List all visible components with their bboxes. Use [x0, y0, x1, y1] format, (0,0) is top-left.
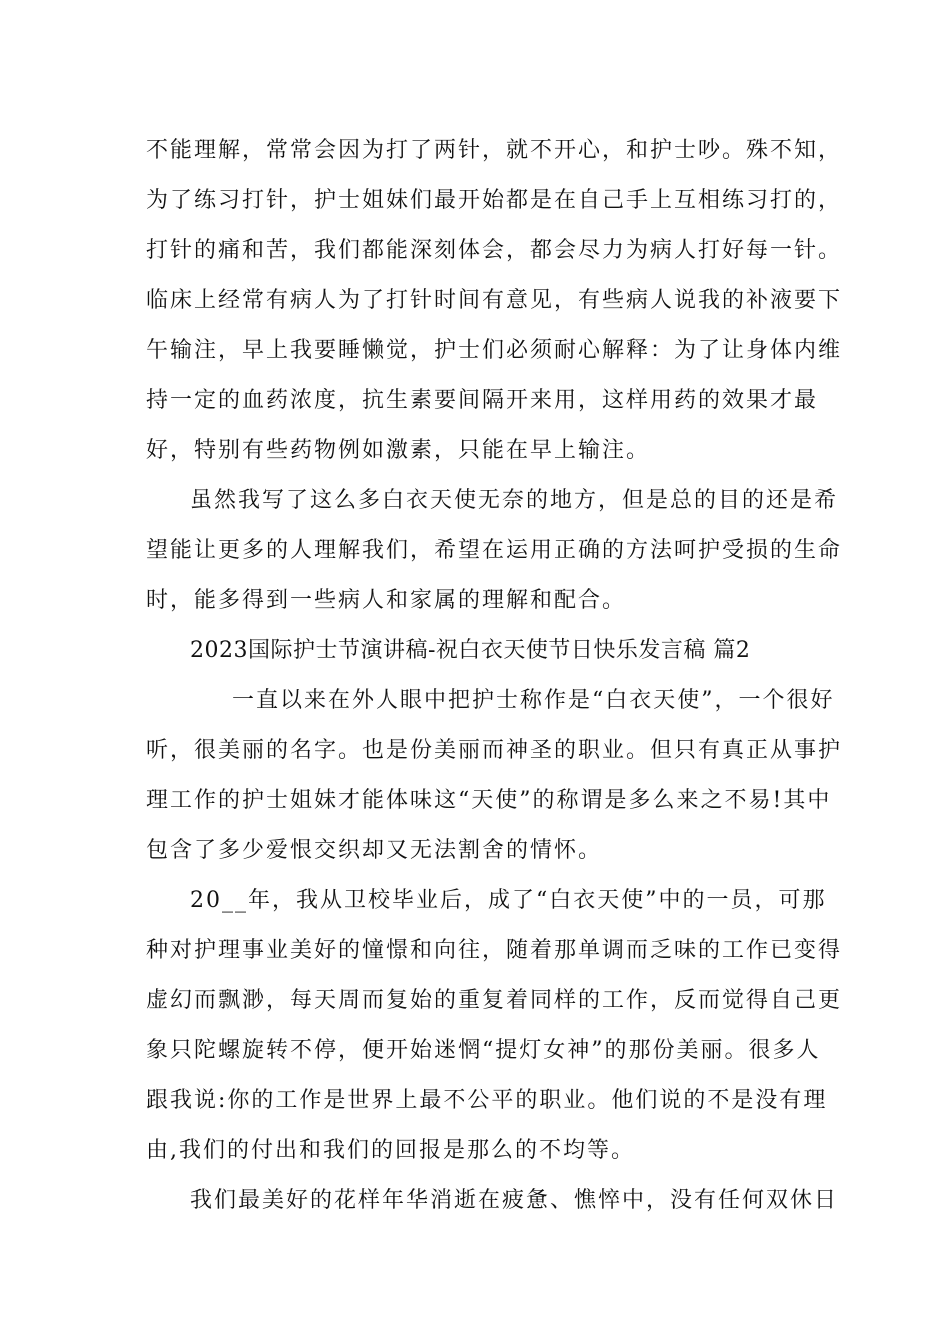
text-line: 一直以来在外人眼中把护士称作是“白衣天使”，一个很好 — [232, 688, 835, 713]
text-line: 理工作的护士姐妹才能体味这“天使”的称谓是多么来之不易!其中 — [146, 788, 832, 813]
text-line: 跟我说:你的工作是世界上最不公平的职业。他们说的不是没有理 — [146, 1088, 828, 1113]
text-line: 好，特别有些药物例如激素，只能在早上输注。 — [146, 438, 651, 463]
text-line: 包含了多少爱恨交织却又无法割舍的情怀。 — [146, 838, 603, 863]
text-line: 象只陀螺旋转不停，便开始迷惘“提灯女神”的那份美丽。很多人 — [146, 1038, 821, 1063]
text-line: 持一定的血药浓度，抗生素要间隔开来用，这样用药的效果才最 — [146, 388, 819, 413]
text-line: 虽然我写了这么多白衣天使无奈的地方，但是总的目的还是希 — [190, 488, 839, 513]
text-line: 为了练习打针，护士姐妹们最开始都是在自己手上互相练习打的， — [146, 188, 843, 213]
text-line: 20__年，我从卫校毕业后，成了“白衣天使”中的一员，可那 — [190, 888, 827, 913]
text-line: 望能让更多的人理解我们，希望在运用正确的方法呵护受损的生命 — [146, 538, 843, 563]
text-line: 不能理解，常常会因为打了两针，就不开心，和护士吵。殊不知， — [146, 138, 843, 163]
text-line: 午输注，早上我要睡懒觉，护士们必须耐心解释：为了让身体内维 — [146, 338, 843, 363]
text-line: 时，能多得到一些病人和家属的理解和配合。 — [146, 588, 627, 613]
text-line: 由,我们的付出和我们的回报是那么的不均等。 — [146, 1138, 635, 1163]
text-line: 虚幻而飘渺，每天周而复始的重复着同样的工作，反而觉得自己更 — [146, 988, 843, 1013]
section-heading: 2023国际护士节演讲稿-祝白衣天使节日快乐发言稿 篇2 — [190, 638, 751, 663]
text-line: 听，很美丽的名字。也是份美丽而神圣的职业。但只有真正从事护 — [146, 738, 843, 763]
text-line: 种对护理事业美好的憧憬和向往，随着那单调而乏味的工作已变得 — [146, 938, 843, 963]
text-line: 打针的痛和苦，我们都能深刻体会，都会尽力为病人打好每一针。 — [146, 238, 843, 263]
text-line: 我们最美好的花样年华消逝在疲惫、憔悴中，没有任何双休日 — [190, 1188, 839, 1213]
text-line: 临床上经常有病人为了打针时间有意见，有些病人说我的补液要下 — [146, 288, 843, 313]
